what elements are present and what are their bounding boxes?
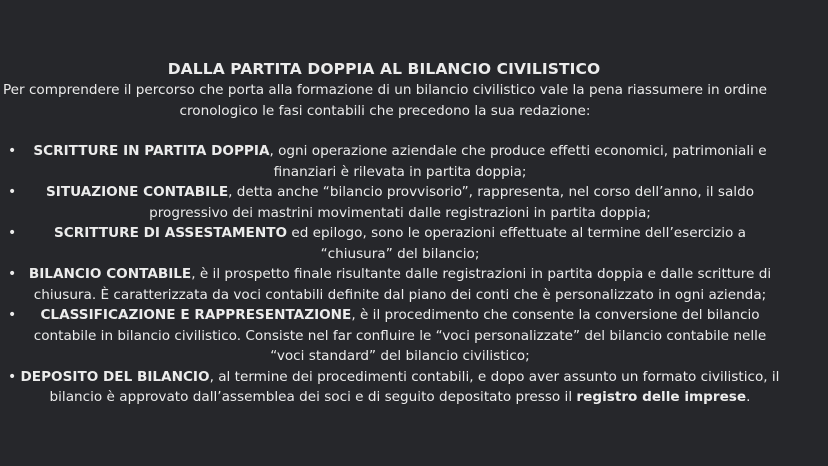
item-description: , ogni operazione aziendale che produce effetti economici, patrimoniali e finanziari è rilevata in partita doppia;: [269, 143, 767, 180]
item-term: SCRITTURE IN PARTITA DOPPIA: [33, 143, 270, 159]
item-description: , è il procedimento che consente la conversione del bilancio contabile in bilancio civilistico. Consiste nel far confluire le “voci personalizzate” del bilancio contabile nelle “voci standard” del bilancio civilistico;: [33, 307, 767, 364]
list-item: [0, 264, 828, 305]
list-item: [0, 182, 828, 223]
bullet-icon: •: [8, 225, 17, 241]
item-term: DEPOSITO DEL BILANCIO: [20, 368, 210, 385]
intro-line-1: Per comprendere il percorso che porta alla formazione di un bilancio civilistico vale la pena riassumere in ordine: [2, 82, 768, 98]
list-item: [0, 305, 828, 367]
item-description: , detta anche “bilancio provvisorio”, rappresenta, nel corso dell’anno, il saldo progressivo dei mastrini movimentati dalle registrazioni in partita doppia;: [149, 184, 755, 221]
item-term: CLASSIFICAZIONE E RAPPRESENTAZIONE: [40, 307, 352, 323]
bullet-icon: •: [8, 143, 17, 159]
bullet-icon: •: [8, 368, 17, 385]
item-term: BILANCIO CONTABILE: [28, 266, 192, 282]
intro-line-2: cronologico le fasi contabili che precedono la sua redazione:: [179, 102, 591, 119]
bullet-icon: •: [8, 307, 17, 323]
list-item: [0, 367, 828, 408]
bullet-icon: •: [8, 184, 17, 200]
list-item: [0, 141, 828, 182]
slide-title: DALLA PARTITA DOPPIA AL BILANCIO CIVILISTICO: [167, 60, 601, 78]
item-description: , al termine dei procedimenti contabili, e dopo aver assunto un formato civilistico, il bilancio è approvato dall’assemblea dei soci e di seguito depositato presso il: [49, 368, 780, 405]
item-description: , è il prospetto finale risultante dalle registrazioni in partita doppia e dalle scritture di chiusura. È caratterizzata da voci contabili definite dal piano dei conti che è personalizzato in ogni azienda;: [33, 266, 772, 303]
phases-list: [0, 141, 828, 408]
item-term: SCRITTURE DI ASSESTAMENTO: [53, 225, 288, 241]
item-term: SITUAZIONE CONTABILE: [45, 184, 229, 200]
item-description: ed epilogo, sono le operazioni effettuate al termine dell’esercizio a “chiusura” del bilancio;: [287, 225, 747, 262]
registry-term: registro delle imprese: [576, 389, 747, 405]
item-description-end: .: [746, 389, 751, 405]
intro-paragraph: [0, 80, 770, 121]
bullet-icon: •: [8, 266, 17, 282]
list-item: [0, 223, 828, 264]
